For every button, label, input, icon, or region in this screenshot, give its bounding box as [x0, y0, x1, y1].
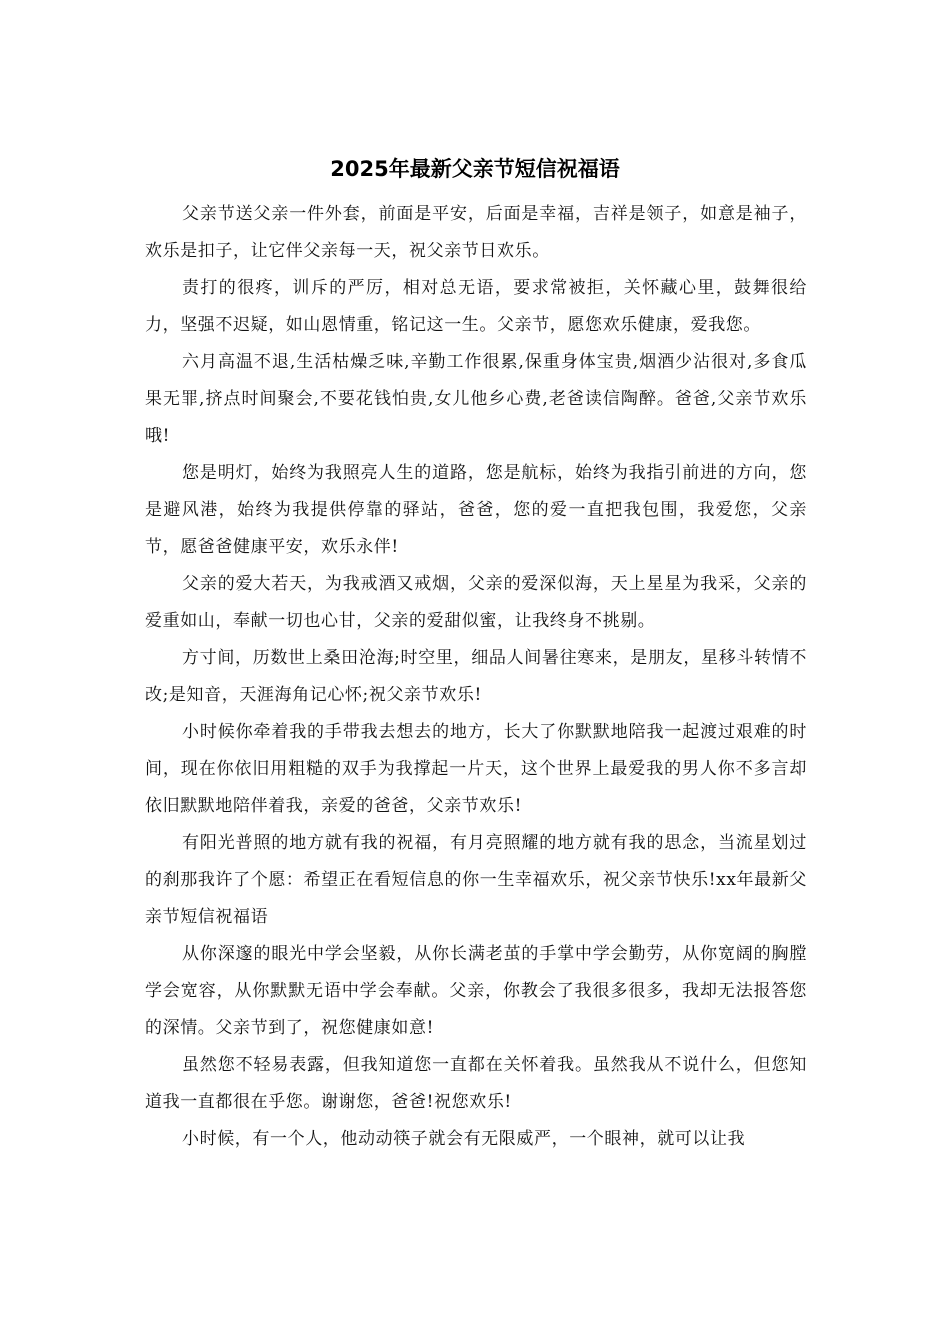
document-title: 2025年最新父亲节短信祝福语 [330, 157, 620, 181]
paragraph: 小时候你牵着我的手带我去想去的地方，长大了你默默地陪我一起渡过艰难的时间，现在你依旧用粗糙的双手为我撑起一片天，这个世界上最爱我的男人你不多言却依旧默默地陪伴着我，亲爱的爸爸，父亲节欢乐! [145, 722, 807, 816]
paragraph: 小时候，有一个人，他动动筷子就会有无限威严，一个眼神，就可以让我 [182, 1129, 746, 1149]
document-body [145, 196, 807, 1158]
paragraph: 父亲节送父亲一件外套，前面是平安，后面是幸福，吉祥是领子，如意是袖子，欢乐是扣子，让它伴父亲每一天，祝父亲节日欢乐。 [145, 204, 807, 261]
paragraph: 有阳光普照的地方就有我的祝福，有月亮照耀的地方就有我的思念，当流星划过的刹那我许了个愿：希望正在看短信息的你一生幸福欢乐，祝父亲节快乐!xx年最新父亲节短信祝福语 [145, 833, 807, 927]
paragraph: 方寸间，历数世上桑田沧海;时空里，细品人间暑往寒来，是朋友，星移斗转情不改;是知音，天涯海角记心怀;祝父亲节欢乐! [145, 648, 807, 705]
paragraph: 父亲的爱大若天，为我戒酒又戒烟，父亲的爱深似海，天上星星为我采，父亲的爱重如山，奉献一切也心甘，父亲的爱甜似蜜，让我终身不挑剔。 [145, 574, 807, 631]
paragraph: 从你深邃的眼光中学会坚毅，从你长满老茧的手掌中学会勤劳，从你宽阔的胸膛学会宽容，从你默默无语中学会奉献。父亲，你教会了我很多很多，我却无法报答您的深情。父亲节到了，祝您健康如意! [145, 944, 807, 1038]
paragraph: 责打的很疼，训斥的严厉，相对总无语，要求常被拒，关怀藏心里，鼓舞很给力，坚强不迟疑，如山恩情重，铭记这一生。父亲节，愿您欢乐健康，爱我您。 [145, 278, 807, 335]
paragraph: 虽然您不轻易表露，但我知道您一直都在关怀着我。虽然我从不说什么，但您知道我一直都很在乎您。谢谢您，爸爸!祝您欢乐! [145, 1055, 807, 1112]
paragraph: 您是明灯，始终为我照亮人生的道路，您是航标，始终为我指引前进的方向，您是避风港，始终为我提供停靠的驿站，爸爸，您的爱一直把我包围，我爱您，父亲节，愿爸爸健康平安，欢乐永伴! [145, 463, 807, 557]
paragraph: 六月高温不退,生活枯燥乏味,辛勤工作很累,保重身体宝贵,烟酒少沾很对,多食瓜果无罪,挤点时间聚会,不要花钱怕贵,女儿他乡心费,老爸读信陶醉。爸爸,父亲节欢乐哦! [145, 352, 807, 446]
